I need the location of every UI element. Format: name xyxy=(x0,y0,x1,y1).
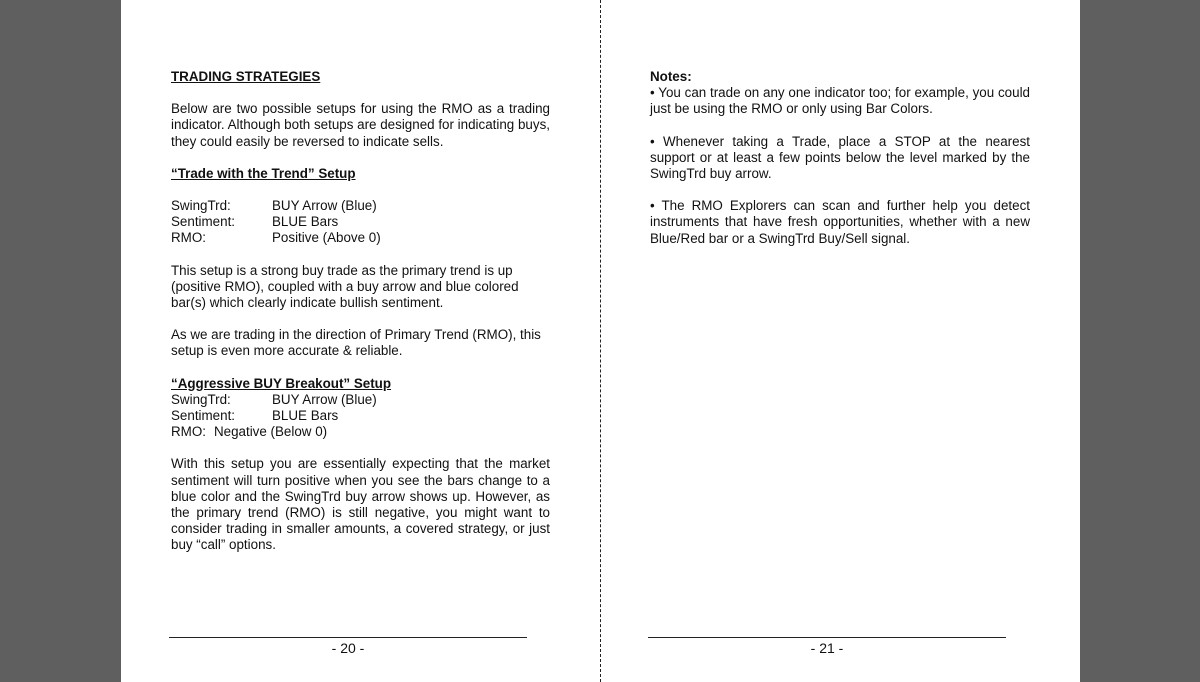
row-value: BLUE Bars xyxy=(272,408,339,424)
row-key: SwingTrd: xyxy=(171,391,231,407)
footer-rule xyxy=(648,637,1006,638)
setup1-title: “Trade with the Trend” Setup xyxy=(171,165,356,181)
section-heading: TRADING STRATEGIES xyxy=(171,69,321,84)
setup1-row-rmo xyxy=(171,230,550,246)
row-value: BUY Arrow (Blue) xyxy=(272,198,377,214)
row-key: RMO: xyxy=(171,230,206,246)
row-key: RMO: xyxy=(171,424,206,440)
row-value: BUY Arrow (Blue) xyxy=(272,391,377,407)
setup2-paragraph: With this setup you are essentially expecting that the market sentiment will turn positive when you see the bars change to a blue color and the SwingTrd buy arrow shows up. However, as the primary trend (RMO) is still negative, you might want to consider trading in smaller amounts, a covered strategy, or just buy “call” options. xyxy=(171,456,550,553)
note-item: • The RMO Explorers can scan and further help you detect instruments that have fresh opportunities, whether with a new Blue/Red bar or a SwingTrd Buy/Sell signal. xyxy=(650,198,1030,246)
page-20-content xyxy=(171,69,550,554)
row-key: SwingTrd: xyxy=(171,198,231,214)
footer-rule xyxy=(169,637,527,638)
setup1-paragraph-1: This setup is a strong buy trade as the primary trend is up (positive RMO), coupled with a buy arrow and blue colored bar(s) which clearly indicate bullish sentiment. xyxy=(171,262,519,311)
row-value: Positive (Above 0) xyxy=(272,230,381,246)
setup1-row-swingtrd xyxy=(171,198,550,214)
row-value: BLUE Bars xyxy=(272,214,339,230)
note-item: • You can trade on any one indicator too; for example, you could just be using the RMO or only using Bar Colors. xyxy=(650,85,1030,117)
intro-paragraph: Below are two possible setups for using the RMO as a trading indicator. Although both setups are designed for indicating buys, they could easily be reversed to indicate sells. xyxy=(171,101,550,149)
row-value: Negative (Below 0) xyxy=(213,424,328,440)
page-number: - 20 - xyxy=(331,640,365,656)
row-key: Sentiment: xyxy=(171,408,236,424)
setup2-title: “Aggressive BUY Breakout” Setup xyxy=(171,375,392,391)
notes-title: Notes: xyxy=(650,69,692,84)
setup1-paragraph-2: As we are trading in the direction of Primary Trend (RMO), this setup is even more accurate & reliable. xyxy=(171,327,541,359)
setup2-row-swingtrd xyxy=(171,392,550,408)
page-21-content xyxy=(650,69,1030,247)
setup1-row-sentiment xyxy=(171,214,550,230)
page-spread xyxy=(121,0,1080,682)
page-20 xyxy=(121,0,600,682)
row-key: Sentiment: xyxy=(171,214,236,230)
setup2-row-sentiment xyxy=(171,408,550,424)
setup2-row-rmo xyxy=(171,424,550,440)
note-item: • Whenever taking a Trade, place a STOP at the nearest support or at least a few points below the level marked by the SwingTrd buy arrow. xyxy=(650,133,1030,182)
page-21 xyxy=(601,0,1080,682)
page-number: - 21 - xyxy=(810,640,844,656)
